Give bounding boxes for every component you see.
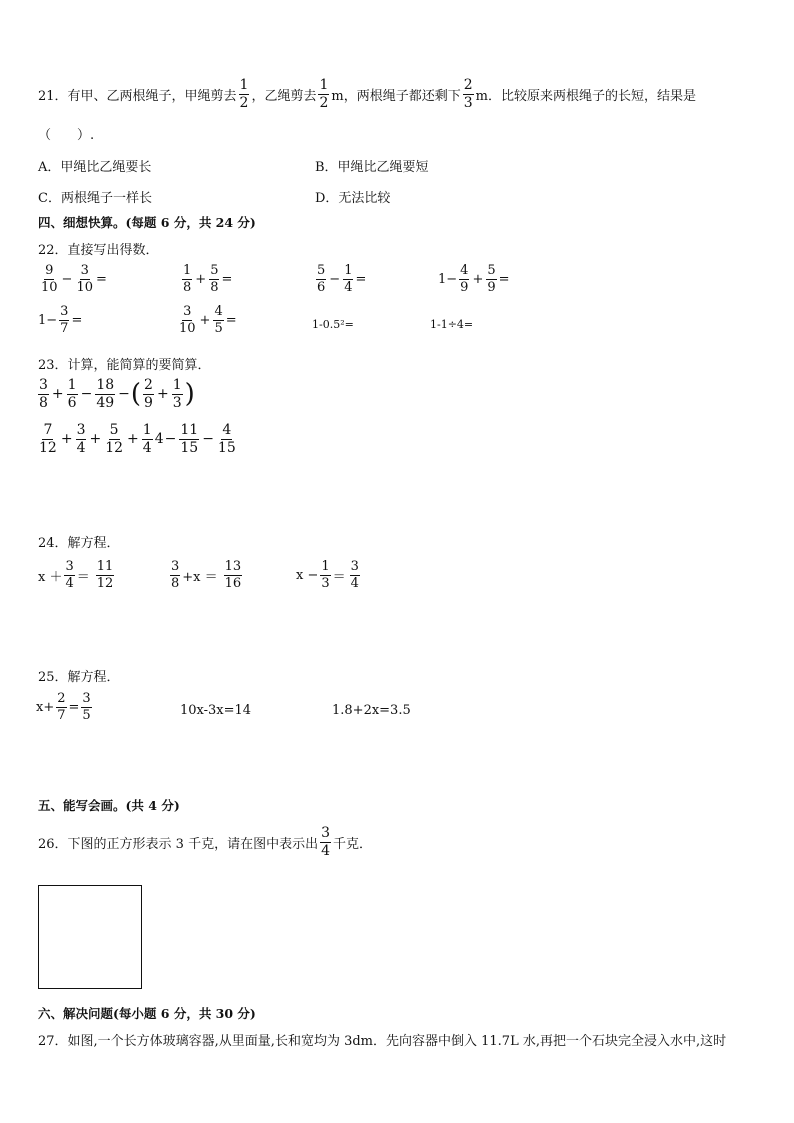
q24-title: 24．解方程． (38, 536, 120, 551)
q22-expr-4: 1− $\frac{4}{9}$ + $\frac{5}{9}$ = (438, 263, 510, 295)
option-b: B．甲绳比乙绳要短 (315, 160, 429, 175)
q23-expr-1: $\frac{3}{8}$ + $\frac{1}{6}$ − $\frac{18}{49}$ − ( $\frac{2}{9}$ + $\frac{1}{3}$ ) (39, 377, 195, 411)
option-c: C．两根绳子一样长 (38, 191, 152, 206)
q23-expr-2: $\frac{7}{12}$ + $\frac{3}{4}$ + $\frac{5}{12}$ + $\frac{1}{4}$ 4 − $\frac{11}{15}$ − $\frac{4}{15}$ (39, 422, 236, 456)
section-4-heading: 四、细想快算。(每题 6 分，共 24 分) (38, 215, 256, 230)
square-diagram (38, 885, 142, 989)
q22-expr-2: $\frac{1}{8}$ + $\frac{5}{8}$ = (183, 263, 233, 295)
option-d: D．无法比较 (315, 191, 391, 206)
q25-eq-2: 10x-3x=14 (180, 703, 252, 718)
fraction: $\frac{1}{2}$ (239, 77, 249, 111)
q22-expr-6: $\frac{3}{10}$ + $\frac{4}{5}$ = (179, 304, 237, 336)
q24-eq-3: x − $\frac{1}{3}$ ＝ $\frac{3}{4}$ (296, 559, 359, 591)
answer-paren: （ ）. (38, 128, 95, 143)
section-6-heading: 六、解决问题(每小题 6 分，共 30 分) (38, 1006, 256, 1021)
q25-eq-1: x+ $\frac{2}{7}$ = $\frac{3}{5}$ (36, 691, 91, 723)
q23-title: 23．计算，能简算的要简算． (38, 358, 211, 373)
fraction: $\frac{2}{3}$ (463, 77, 473, 111)
q24-eq-1: x ＋ $\frac{3}{4}$ ＝ $\frac{11}{12}$ (38, 559, 114, 591)
q24-eq-2: $\frac{3}{8}$ +x ＝ $\frac{13}{16}$ (171, 559, 242, 591)
q26-stem: 26．下图的正方形表示 3 千克，请在图中表示出 $\frac{3}{4}$ 千克． (38, 825, 373, 859)
option-a: A．甲绳比乙绳要长 (38, 160, 152, 175)
fraction: $\frac{1}{2}$ (319, 77, 329, 111)
q22-expr-3: $\frac{5}{6}$ − $\frac{1}{4}$ = (317, 263, 367, 295)
q22-title: 22．直接写出得数． (38, 243, 159, 258)
q27-stem: 27．如图,一个长方体玻璃容器,从里面量,长和宽均为 3dm．先向容器中倒入 11.7L 水,再把一个石块完全浸入水中,这时 (38, 1034, 727, 1049)
q25-title: 25．解方程． (38, 670, 120, 685)
q25-eq-3: 1.8+2x=3.5 (332, 703, 411, 718)
q22-expr-5: 1− $\frac{3}{7}$ = (38, 304, 83, 336)
q22-expr-1: $\frac{9}{10}$ − $\frac{3}{10}$ = (41, 263, 107, 295)
section-5-heading: 五、能写会画。(共 4 分) (38, 798, 180, 813)
q22-expr-7: 1-0.5²= (312, 318, 354, 331)
q22-expr-8: 1-1÷4= (430, 318, 474, 331)
q21-stem: 21．有甲、乙两根绳子，甲绳剪去 $\frac{1}{2}$ ，乙绳剪去 $\frac{1}{2}$ m，两根绳子都还剩下 $\frac{2}{3}$ m．比较原来两根绳子的长短，结果是 (38, 77, 696, 111)
